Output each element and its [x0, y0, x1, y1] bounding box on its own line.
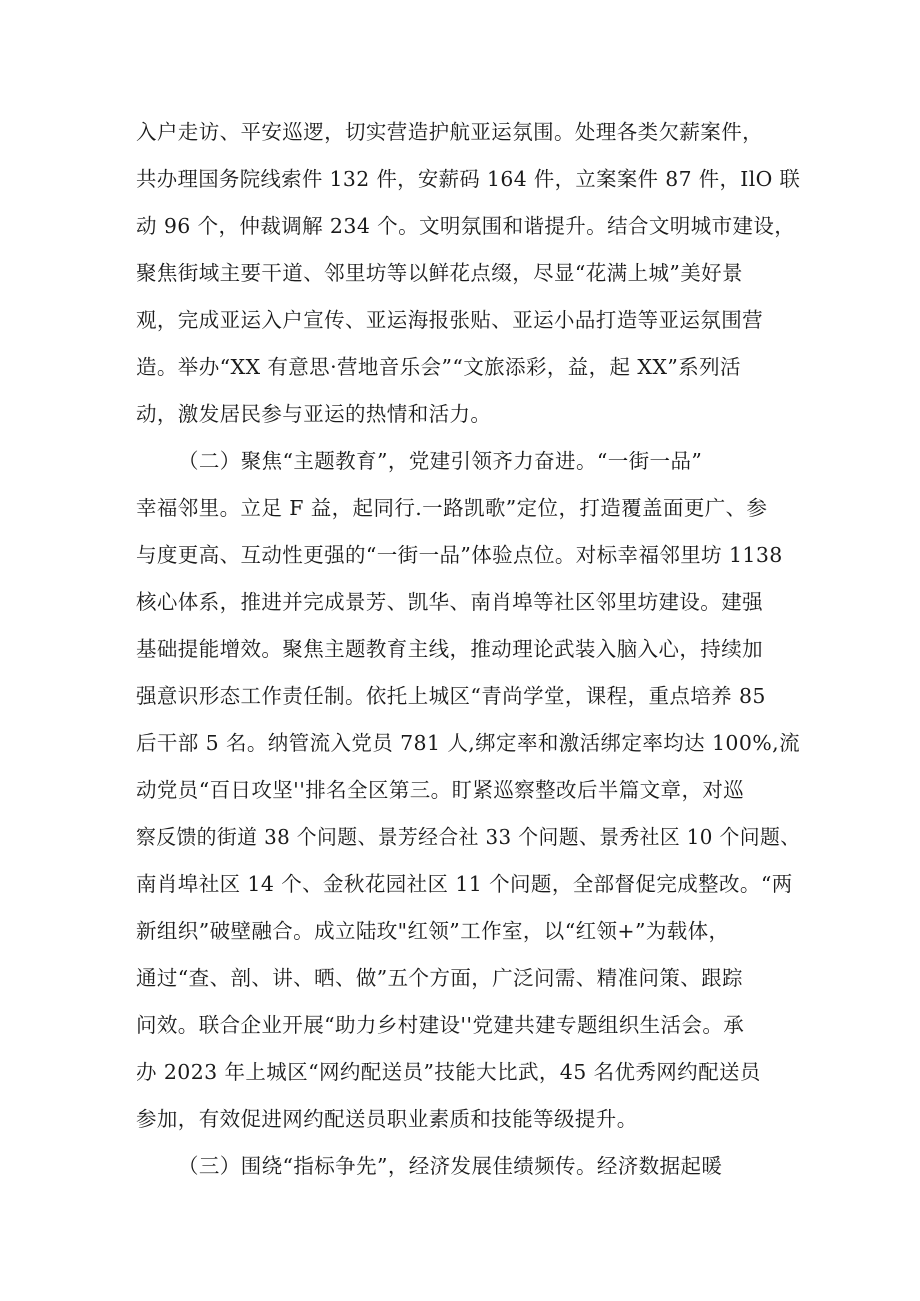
text-line: 核心体系，推进并完成景芳、凯华、南肖埠等社区邻里坊建设。建强	[136, 590, 763, 614]
text-line: 共办理国务院线索件 132 件，安薪码 164 件，立案案件 87 件，IlO 联	[136, 167, 801, 191]
text-line: 新组织”破壁融合。成立陆玫"红领”工作室，以“红领+”为载体，	[136, 919, 730, 943]
text-line: 后干部 5 名。纳管流入党员 781 人,绑定率和激活绑定率均达 100%,流	[136, 731, 800, 755]
text-line: 察反馈的街道 38 个问题、景芳经合社 33 个问题、景秀社区 10 个问题、	[136, 825, 801, 849]
text-line: 动 96 个，仲裁调解 234 个。文明氛围和谐提升。结合文明城市建设，	[136, 214, 796, 238]
text-line: 观，完成亚运入户宣传、亚运海报张贴、亚运小品打造等亚运氛围营	[136, 308, 763, 332]
text-line: 造。举办“XX 有意思·营地音乐会”“文旅添彩，益，起 XX”系列活	[136, 355, 741, 379]
text-line: 与度更高、互动性更强的“一街一品”体验点位。对标幸福邻里坊 1138	[136, 543, 783, 567]
text-line: 基础提能增效。聚焦主题教育主线，推动理论武装入脑入心，持续加	[136, 637, 763, 661]
text-line: 动党员“百日攻坚''排名全区第三。盯紧巡察整改后半篇文章，对巡	[136, 778, 745, 802]
text-line: 问效。联合企业开展“助力乡村建设''党建共建专题组织生活会。承	[136, 1013, 745, 1037]
text-line: 幸福邻里。立足 F 益，起同行.一路凯歌”定位，打造覆盖面更广、参	[136, 496, 768, 520]
text-line: 强意识形态工作责任制。依托上城区“青尚学堂，课程，重点培养 85	[136, 684, 766, 708]
section-heading-line: （三）围绕“指标争先”，经济发展佳绩频传。经济数据起暖	[178, 1154, 723, 1178]
text-line: 聚焦街域主要干道、邻里坊等以鲜花点缀，尽显“花满上城”美好景	[136, 261, 743, 285]
text-line: 南肖埠社区 14 个、金秋花园社区 11 个问题，全部督促完成整改。“两	[136, 872, 793, 896]
text-line: 动，激发居民参与亚运的热情和活力。	[136, 402, 492, 426]
text-line: 参加，有效促进网约配送员职业素质和技能等级提升。	[136, 1107, 638, 1131]
text-line: 通过“查、剖、讲、晒、做”五个方面，广泛问需、精准问策、跟踪	[136, 966, 743, 990]
text-line: 入户走访、平安巡逻，切实营造护航亚运氛围。处理各类欠薪案件，	[136, 120, 763, 144]
text-line: 办 2023 年上城区“网约配送员”技能大比武，45 名优秀网约配送员	[136, 1060, 761, 1084]
section-heading-line: （二）聚焦“主题教育”，党建引领齐力奋进。“一街一品”	[178, 449, 703, 473]
